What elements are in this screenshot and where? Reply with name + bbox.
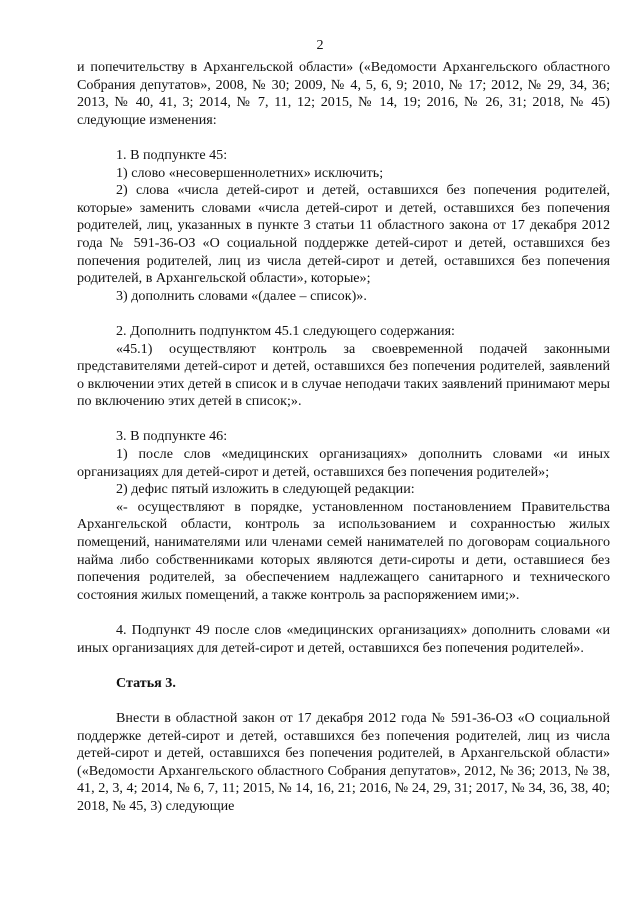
item-2-text: «45.1) осуществляют контроль за своевременной подачей законными представителями детей-сирот и детей, оставшихся без попечения родителей, заявлений о включении этих детей в список и в случае неподачи таких заявлений принимают меры по включению этих детей в список;». [77, 340, 610, 410]
paragraph-gap [77, 692, 610, 710]
paragraph-gap [77, 129, 610, 147]
paragraph-gap [77, 657, 610, 675]
paragraph-intro-continued: и попечительству в Архангельской области» («Ведомости Архангельского областного Собрания депутатов», 2008, № 30; 2009, № 4, 5, 6, 9; 2010, № 17; 2012, № 29, 34, 36; 2013, № 40, 41, 3; 2014, № 7, 11, 12; 2015, № 14, 19; 2016, № 26, 31; 2018, № 45) следующие изменения: [77, 59, 610, 128]
page-number: 2 [316, 37, 324, 53]
item-1-sub-3: 3) дополнить словами «(далее – список)». [116, 287, 367, 304]
item-3-sub-1: 1) после слов «медицинских организациях» дополнить словами «и иных организациях для детей-сирот и детей, оставшихся без попечения родителей»; [77, 446, 610, 480]
item-1-sub-2: 2) слова «числа детей-сирот и детей, оставшихся без попечения родителей, которые» заменить словами «числа детей-сирот и детей, оставшихся без попечения родителей, лиц, указанных в пункте 3 статьи 11 областного закона от 17 декабря 2012 года № 591-36-ОЗ «О социальной поддержке детей-сирот и детей, оставшихся без попечения родителей, лиц из числа детей-сирот и детей, оставшихся без попечения родителей, в Архангельской области», которые»; [77, 182, 610, 287]
item-2-heading: 2. Дополнить подпунктом 45.1 следующего содержания: [116, 322, 455, 339]
item-1-heading: 1. В подпункте 45: [116, 146, 228, 163]
paragraph-gap [77, 305, 610, 323]
paragraph-gap [77, 604, 610, 622]
item-3-heading: 3. В подпункте 46: [116, 428, 228, 445]
paragraph-gap [77, 411, 610, 429]
article-3-text: Внести в областной закон от 17 декабря 2012 года № 591-36-ОЗ «О социальной поддержке детей-сирот и детей, оставшихся без попечения родителей, лиц из числа детей-сирот и детей, оставшихся без попечения родителей, в Архангельской области» («Ведомости Архангельского областного Собрания депутатов», 2012, № 36; 2013, № 38, 41, 2, 3, 4; 2014, № 6, 7, 11; 2015, № 14, 16, 21; 2016, № 24, 29, 31; 2017, № 34, 36, 38, 40; 2018, № 45, 3) следующие [77, 709, 610, 814]
item-1-sub-1: 1) слово «несовершеннолетних» исключить; [116, 164, 384, 181]
document-body [77, 59, 610, 816]
item-3-quote: «- осуществляют в порядке, установленном постановлением Правительства Архангельской области, контроль за использованием и сохранностью жилых помещений, нанимателями или членами семей нанимателей по договорам социального найма либо собственниками которых являются дети-сироты и дети, оставшиеся без попечения родителей, за обеспечением надлежащего санитарного и технического состояния жилых помещений, а также контроль за распоряжением ими;». [77, 498, 610, 603]
item-3-sub-2: 2) дефис пятый изложить в следующей редакции: [116, 481, 415, 498]
article-3-heading: Статья 3. [116, 674, 176, 691]
item-4-text: 4. Подпункт 49 после слов «медицинских организациях» дополнить словами «и иных организациях для детей-сирот и детей, оставшихся без попечения родителей». [77, 622, 610, 656]
